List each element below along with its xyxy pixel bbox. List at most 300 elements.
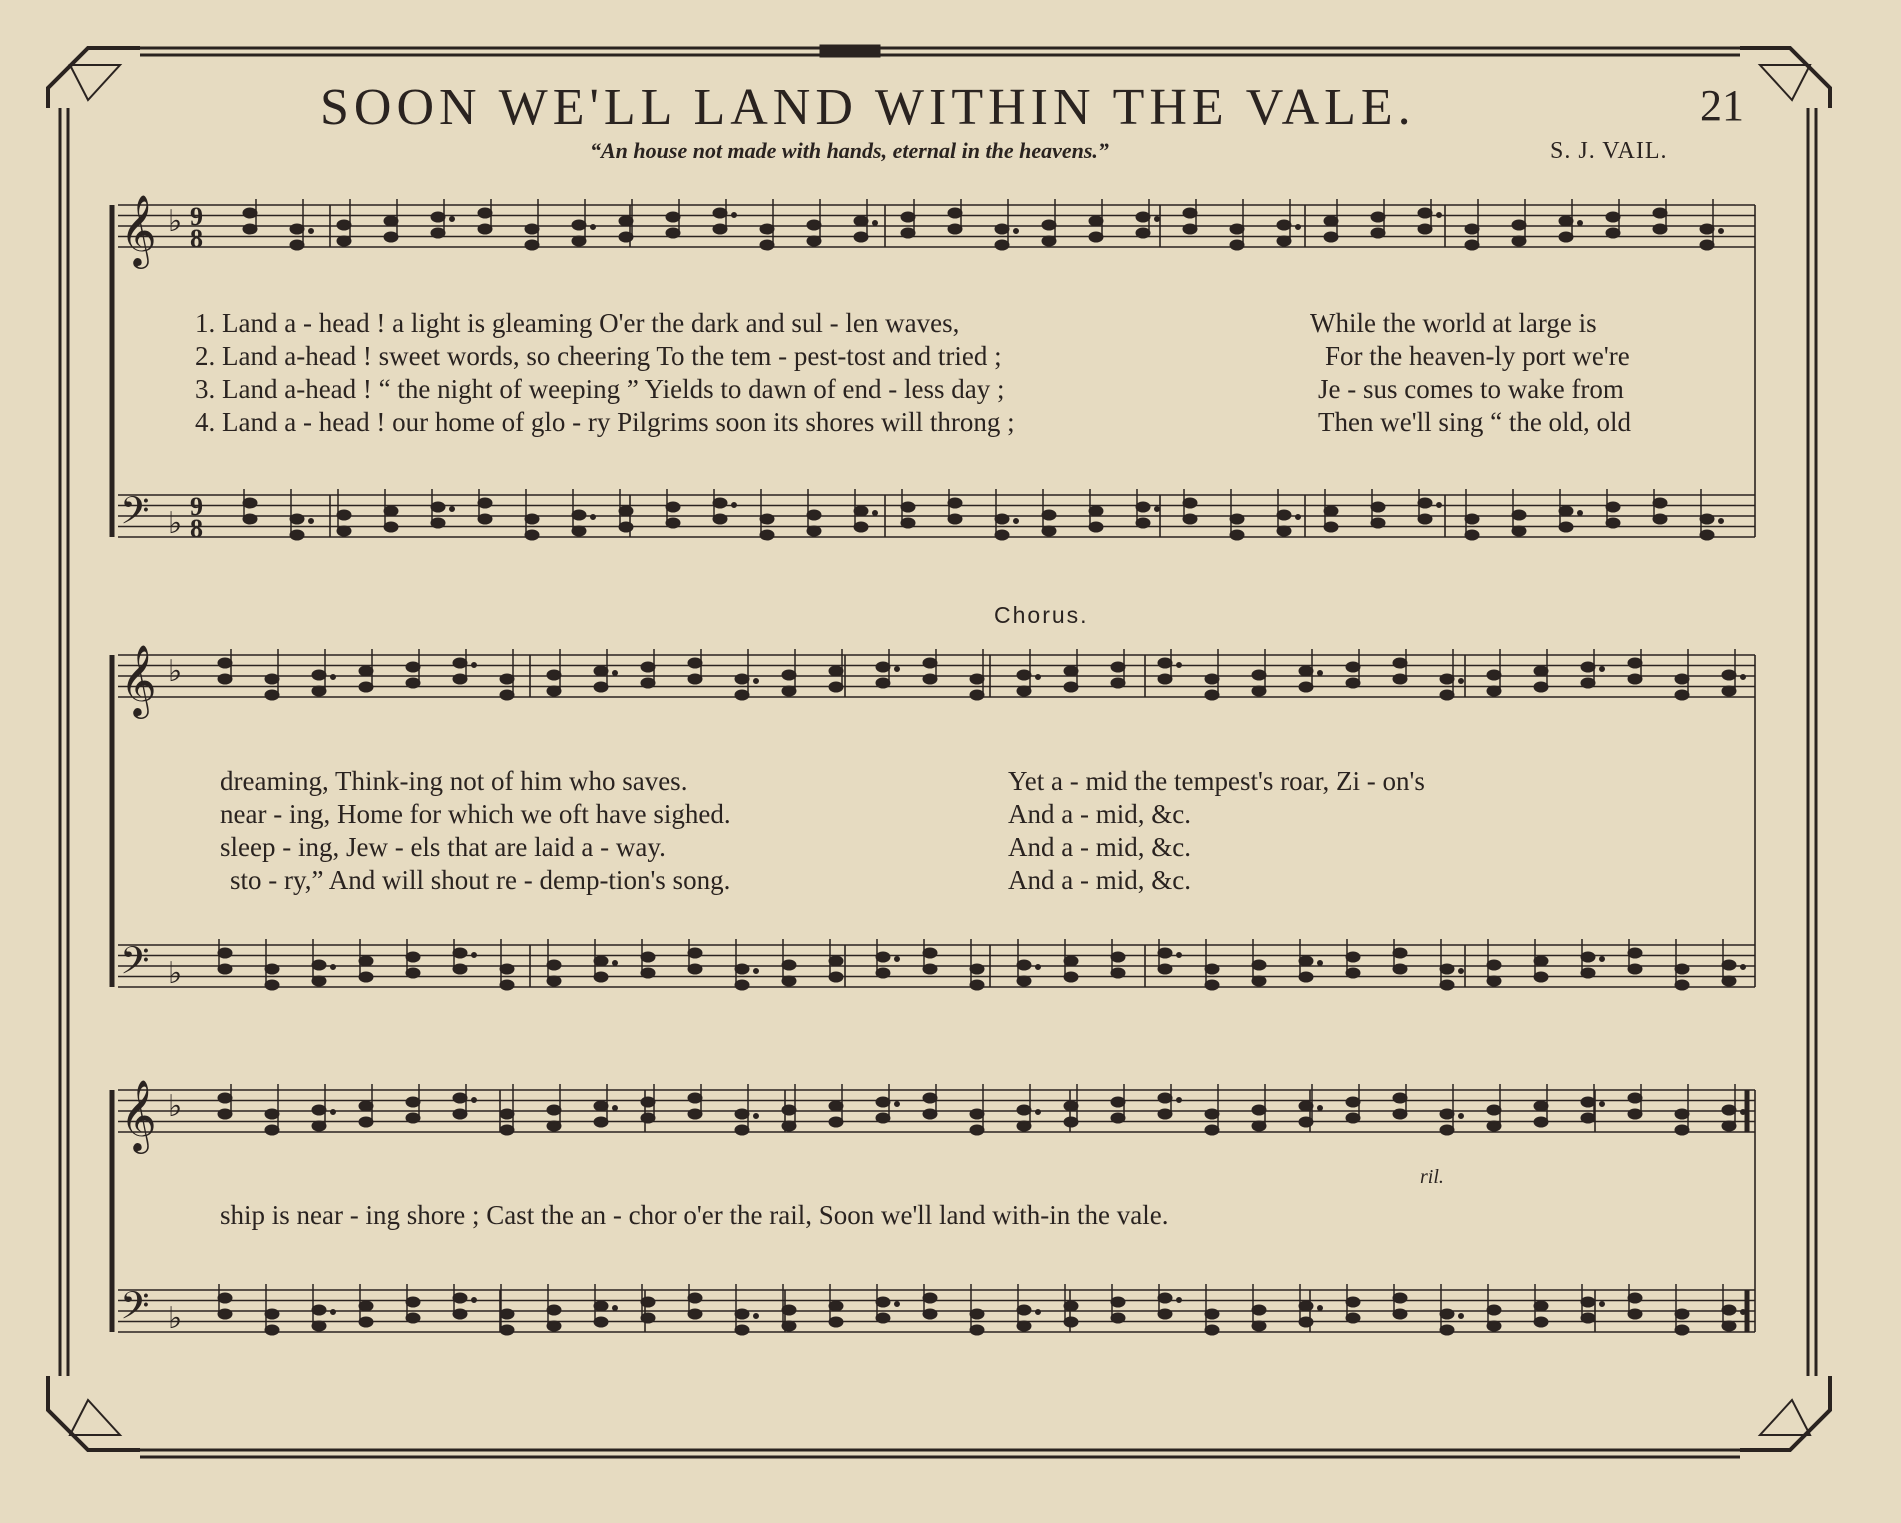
note-head — [1064, 1101, 1078, 1111]
note-head — [1089, 232, 1103, 242]
note-head — [782, 1321, 796, 1331]
note-head — [478, 514, 492, 524]
note-head — [1158, 674, 1172, 684]
note-head — [312, 686, 326, 696]
dot — [1296, 515, 1301, 520]
note-head — [901, 212, 915, 222]
note-head — [547, 1105, 561, 1115]
note-head — [1722, 960, 1736, 970]
note-head — [384, 506, 398, 516]
note-head — [312, 1305, 326, 1315]
note-head — [1581, 952, 1595, 962]
note-head — [970, 690, 984, 700]
note-head — [688, 674, 702, 684]
note-head — [1440, 1325, 1454, 1335]
note-head — [782, 976, 796, 986]
note-head — [1606, 518, 1620, 528]
note-head — [1675, 1309, 1689, 1319]
note-head — [1393, 1093, 1407, 1103]
note-head — [688, 948, 702, 958]
note-head — [290, 530, 304, 540]
dot — [309, 519, 314, 524]
note-head — [406, 1097, 420, 1107]
note-head — [923, 948, 937, 958]
dot — [1296, 225, 1301, 230]
note-head — [1559, 522, 1573, 532]
note-head — [995, 240, 1009, 250]
note-head — [594, 1317, 608, 1327]
note-head — [359, 682, 373, 692]
note-head — [666, 212, 680, 222]
note-head — [970, 1325, 984, 1335]
note-head — [337, 236, 351, 246]
note-head — [1675, 1325, 1689, 1335]
note-head — [1064, 956, 1078, 966]
note-head — [1299, 682, 1313, 692]
note-head — [359, 1101, 373, 1111]
dot — [331, 1310, 336, 1315]
note-head — [572, 220, 586, 230]
verse-line-3: 3. Land a-head ! “ the night of weeping ” Yields to dawn of end - less day ; — [195, 374, 1005, 404]
note-head — [1371, 212, 1385, 222]
note-head — [688, 1309, 702, 1319]
note-head — [406, 1313, 420, 1323]
note-head — [1158, 1093, 1172, 1103]
note-head — [1393, 674, 1407, 684]
note-head — [1136, 212, 1150, 222]
dot — [613, 1106, 618, 1111]
note-head — [431, 502, 445, 512]
dot — [591, 225, 596, 230]
key-flat-icon: ♭ — [168, 1090, 183, 1123]
note-head — [500, 980, 514, 990]
note-head — [1581, 968, 1595, 978]
note-head — [290, 224, 304, 234]
note-head — [735, 1109, 749, 1119]
note-head — [478, 498, 492, 508]
note-head — [1440, 964, 1454, 974]
note-head — [218, 658, 232, 668]
note-head — [829, 972, 843, 982]
note-head — [1722, 1121, 1736, 1131]
note-head — [1252, 960, 1266, 970]
note-head — [265, 1109, 279, 1119]
note-head — [1299, 956, 1313, 966]
note-head — [1111, 1313, 1125, 1323]
note-head — [807, 220, 821, 230]
note-head — [923, 1293, 937, 1303]
note-head — [901, 228, 915, 238]
note-head — [948, 498, 962, 508]
note-head — [1230, 514, 1244, 524]
note-head — [572, 510, 586, 520]
note-head — [1346, 952, 1360, 962]
note-head — [500, 964, 514, 974]
note-head — [876, 662, 890, 672]
dot — [1437, 213, 1442, 218]
note-head — [359, 972, 373, 982]
note-head — [478, 208, 492, 218]
dot — [1318, 1306, 1323, 1311]
note-head — [1017, 670, 1031, 680]
note-head — [713, 224, 727, 234]
note-head — [453, 964, 467, 974]
note-head — [1064, 972, 1078, 982]
note-head — [572, 236, 586, 246]
note-head — [1183, 514, 1197, 524]
note-head — [1675, 1109, 1689, 1119]
note-head — [406, 952, 420, 962]
note-head — [406, 662, 420, 672]
key-flat-icon: ♭ — [168, 655, 183, 688]
note-head — [1440, 1125, 1454, 1135]
note-head — [1675, 674, 1689, 684]
dot — [450, 507, 455, 512]
note-head — [500, 1125, 514, 1135]
note-head — [453, 1093, 467, 1103]
note-head — [619, 216, 633, 226]
note-head — [666, 518, 680, 528]
note-head — [735, 1125, 749, 1135]
note-head — [713, 498, 727, 508]
note-head — [641, 1097, 655, 1107]
note-head — [1183, 224, 1197, 234]
note-head — [641, 678, 655, 688]
note-head — [547, 1121, 561, 1131]
note-head — [359, 1317, 373, 1327]
dot — [613, 961, 618, 966]
note-head — [1064, 682, 1078, 692]
note-head — [1183, 498, 1197, 508]
dot — [1600, 667, 1605, 672]
note-head — [923, 1109, 937, 1119]
note-head — [265, 980, 279, 990]
dot — [732, 213, 737, 218]
note-head — [1205, 1125, 1219, 1135]
chorus-final-line: ship is near - ing shore ; Cast the an - chor o'er the rail, Soon we'll land with-in the vale. — [220, 1200, 1169, 1230]
note-head — [1465, 240, 1479, 250]
note-head — [1722, 976, 1736, 986]
dot — [472, 1098, 477, 1103]
note-head — [1324, 506, 1338, 516]
note-head — [1017, 1321, 1031, 1331]
dot — [309, 229, 314, 234]
dot — [1741, 1310, 1746, 1315]
hymn-title: SOON WE'LL LAND WITHIN THE VALE. — [320, 79, 1416, 136]
note-head — [1252, 976, 1266, 986]
note-head — [1205, 1309, 1219, 1319]
note-head — [782, 686, 796, 696]
note-head — [1675, 964, 1689, 974]
note-head — [1205, 980, 1219, 990]
dot — [1177, 1298, 1182, 1303]
note-head — [1111, 1297, 1125, 1307]
note-head — [854, 506, 868, 516]
note-head — [970, 1125, 984, 1135]
note-head — [619, 232, 633, 242]
note-head — [1299, 666, 1313, 676]
note-head — [1017, 976, 1031, 986]
dot — [1036, 1310, 1041, 1315]
note-head — [547, 960, 561, 970]
note-head — [243, 224, 257, 234]
note-head — [1205, 690, 1219, 700]
note-head — [876, 1097, 890, 1107]
dot — [1600, 1302, 1605, 1307]
note-head — [1230, 530, 1244, 540]
treble-clef-icon: 𝄞 — [120, 1082, 157, 1150]
note-head — [735, 1309, 749, 1319]
note-head — [218, 1309, 232, 1319]
note-head — [478, 224, 492, 234]
note-head — [1581, 1313, 1595, 1323]
note-head — [619, 522, 633, 532]
chorus-label: Chorus. — [994, 602, 1089, 628]
note-head — [1512, 220, 1526, 230]
dot — [1155, 507, 1160, 512]
ritardando-marking: ril. — [1420, 1166, 1444, 1188]
note-head — [735, 964, 749, 974]
note-head — [1346, 968, 1360, 978]
time-signature-lower: 8 — [190, 224, 203, 253]
dot — [1741, 675, 1746, 680]
note-head — [1230, 224, 1244, 234]
note-head — [1675, 1125, 1689, 1135]
treble-clef-icon: 𝄞 — [120, 197, 157, 265]
dot — [1578, 221, 1583, 226]
note-head — [500, 1309, 514, 1319]
note-head — [807, 236, 821, 246]
note-head — [453, 674, 467, 684]
note-head — [1722, 686, 1736, 696]
note-head — [1722, 1305, 1736, 1315]
verse-line-3-continued: Je - sus comes to wake from — [1318, 374, 1624, 404]
note-head — [1534, 666, 1548, 676]
verse-line-1-continued: While the world at large is — [1310, 308, 1597, 338]
note-head — [265, 1309, 279, 1319]
note-head — [1158, 1109, 1172, 1119]
note-head — [1440, 1109, 1454, 1119]
note-head — [1205, 964, 1219, 974]
note-head — [1534, 972, 1548, 982]
note-head — [1700, 224, 1714, 234]
note-head — [1089, 506, 1103, 516]
note-head — [735, 1325, 749, 1335]
note-head — [1017, 686, 1031, 696]
note-head — [312, 960, 326, 970]
note-head — [243, 208, 257, 218]
note-head — [923, 674, 937, 684]
note-head — [1252, 1305, 1266, 1315]
note-head — [641, 952, 655, 962]
note-head — [1487, 686, 1501, 696]
note-head — [713, 514, 727, 524]
note-head — [829, 1317, 843, 1327]
note-head — [1042, 220, 1056, 230]
note-head — [265, 1125, 279, 1135]
note-head — [876, 1313, 890, 1323]
note-head — [829, 1101, 843, 1111]
bass-clef-icon: 𝄢 — [120, 940, 150, 991]
dot — [1036, 965, 1041, 970]
note-head — [1512, 510, 1526, 520]
dot — [1600, 957, 1605, 962]
note-head — [1606, 502, 1620, 512]
note-head — [406, 968, 420, 978]
note-head — [1089, 522, 1103, 532]
note-head — [688, 658, 702, 668]
note-head — [594, 682, 608, 692]
note-head — [218, 1109, 232, 1119]
time-signature-lower: 8 — [190, 514, 203, 543]
dot — [1578, 511, 1583, 516]
note-head — [619, 506, 633, 516]
note-head — [359, 1117, 373, 1127]
note-head — [1534, 1117, 1548, 1127]
note-head — [1675, 980, 1689, 990]
note-head — [713, 208, 727, 218]
note-head — [782, 670, 796, 680]
note-head — [337, 220, 351, 230]
note-head — [1440, 980, 1454, 990]
dot — [1741, 1110, 1746, 1115]
dot — [331, 965, 336, 970]
note-head — [1487, 1121, 1501, 1131]
note-head — [1512, 526, 1526, 536]
note-head — [666, 228, 680, 238]
dot — [1155, 217, 1160, 222]
note-head — [1487, 1321, 1501, 1331]
dot — [754, 1314, 759, 1319]
note-head — [760, 240, 774, 250]
dot — [1318, 961, 1323, 966]
note-head — [1277, 220, 1291, 230]
chorus-line-3: And a - mid, &c. — [1008, 832, 1191, 862]
note-head — [547, 976, 561, 986]
note-head — [1512, 236, 1526, 246]
treble-clef-icon: 𝄞 — [120, 647, 157, 715]
note-head — [688, 1293, 702, 1303]
note-head — [1158, 948, 1172, 958]
note-head — [923, 1093, 937, 1103]
note-head — [218, 948, 232, 958]
note-head — [1559, 216, 1573, 226]
dot — [754, 1114, 759, 1119]
note-head — [406, 1297, 420, 1307]
note-head — [1722, 1321, 1736, 1331]
note-head — [1581, 678, 1595, 688]
note-head — [1393, 1109, 1407, 1119]
verse-line-2: 2. Land a-head ! sweet words, so cheering To the tem - pest-tost and tried ; — [195, 341, 1002, 371]
note-head — [1299, 1317, 1313, 1327]
note-head — [1252, 686, 1266, 696]
note-head — [1534, 1101, 1548, 1111]
note-head — [876, 952, 890, 962]
note-head — [337, 510, 351, 520]
bass-clef-icon: 𝄢 — [120, 1285, 150, 1336]
dot — [331, 1110, 336, 1115]
note-head — [1136, 502, 1150, 512]
note-head — [384, 216, 398, 226]
dot — [331, 675, 336, 680]
note-head — [1111, 1097, 1125, 1107]
note-head — [594, 666, 608, 676]
note-head — [1534, 1317, 1548, 1327]
dot — [895, 1302, 900, 1307]
note-head — [782, 1305, 796, 1315]
note-head — [807, 526, 821, 536]
note-head — [1252, 1321, 1266, 1331]
note-head — [1393, 964, 1407, 974]
note-head — [243, 514, 257, 524]
note-head — [1534, 682, 1548, 692]
note-head — [1064, 1301, 1078, 1311]
note-head — [1205, 674, 1219, 684]
note-head — [312, 976, 326, 986]
note-head — [641, 1297, 655, 1307]
note-head — [1393, 948, 1407, 958]
note-head — [1017, 960, 1031, 970]
verse-line-8: sto - ry,” And will shout re - demp-tion's song. — [230, 865, 731, 895]
note-head — [337, 526, 351, 536]
note-head — [453, 948, 467, 958]
note-head — [1158, 1293, 1172, 1303]
note-head — [641, 968, 655, 978]
note-head — [1487, 1305, 1501, 1315]
note-head — [500, 674, 514, 684]
note-head — [265, 964, 279, 974]
chorus-line-4: And a - mid, &c. — [1008, 865, 1191, 895]
dot — [472, 1298, 477, 1303]
note-head — [525, 240, 539, 250]
dot — [1014, 519, 1019, 524]
dot — [1459, 679, 1464, 684]
note-head — [547, 1321, 561, 1331]
note-head — [1324, 232, 1338, 242]
note-head — [1628, 1293, 1642, 1303]
note-head — [453, 658, 467, 668]
note-head — [948, 514, 962, 524]
note-head — [1252, 670, 1266, 680]
note-head — [829, 1117, 843, 1127]
note-head — [1418, 498, 1432, 508]
note-head — [500, 690, 514, 700]
note-head — [406, 1113, 420, 1123]
dot — [1600, 1102, 1605, 1107]
note-head — [547, 686, 561, 696]
note-head — [970, 964, 984, 974]
note-head — [854, 232, 868, 242]
note-head — [1346, 1313, 1360, 1323]
note-head — [1299, 972, 1313, 982]
note-head — [782, 960, 796, 970]
note-head — [760, 224, 774, 234]
dot — [1318, 671, 1323, 676]
key-flat-icon: ♭ — [168, 507, 183, 540]
note-head — [453, 1109, 467, 1119]
note-head — [1111, 662, 1125, 672]
note-head — [735, 980, 749, 990]
note-head — [970, 1309, 984, 1319]
note-head — [1299, 1301, 1313, 1311]
chorus-line-2: And a - mid, &c. — [1008, 799, 1191, 829]
note-head — [901, 518, 915, 528]
note-head — [1299, 1101, 1313, 1111]
key-flat-icon: ♭ — [168, 1302, 183, 1335]
time-signature-upper: 9 — [190, 202, 203, 231]
note-head — [876, 678, 890, 688]
note-head — [1158, 964, 1172, 974]
